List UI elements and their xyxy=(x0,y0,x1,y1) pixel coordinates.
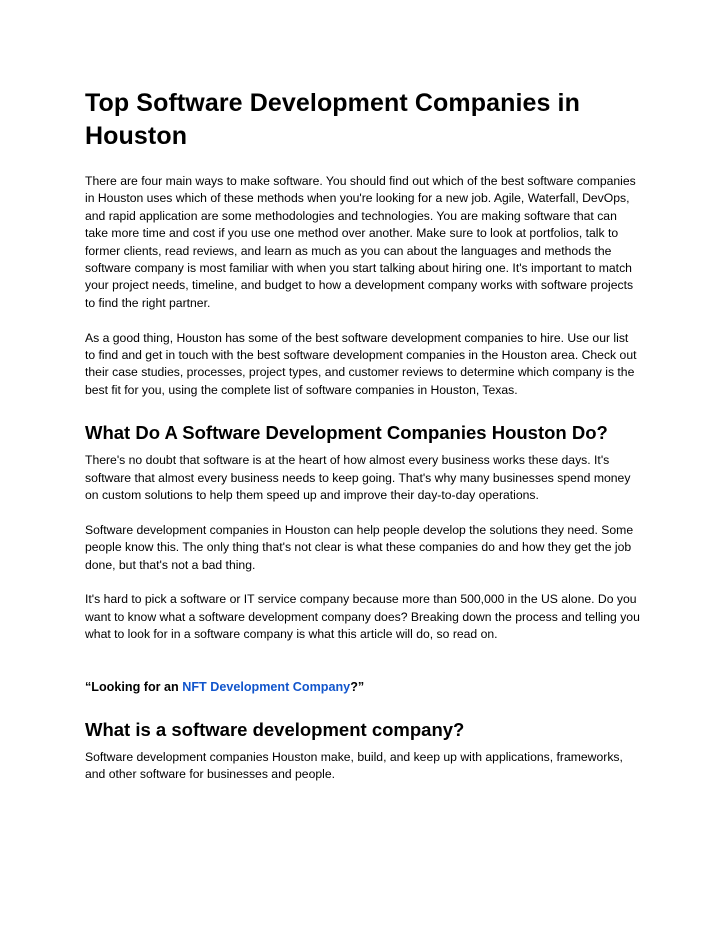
section1-paragraph-2: Software development companies in Houston can help people develop the solutions they need. Some people know this. The only thing that's not clear is what these companies do and how they get the job done, but that's not a bad thing. xyxy=(85,522,634,572)
section2-paragraph-1: Software development companies Houston make, build, and keep up with applications, frameworks, and other software for businesses and people. xyxy=(85,749,623,782)
section1-paragraph-1: There's no doubt that software is at the heart of how almost every business works these days. It's software that almost every business needs to keep going. That's why many businesses spend money on custom solutions to help them speed up and improve their day-to-day operations. xyxy=(85,453,631,503)
section-heading-what-is: What is a software development company? xyxy=(85,718,465,740)
intro-paragraph-1: There are four main ways to make software. You should find out which of the best software companies in Houston uses which of these methods when you're looking for a new job. Agile, Waterfall, DevOps, and rapid application are some methodologies and technologies. You are making software that can take more time and cost if you use one method over another. Make sure to look at portfolios, talk to former clients, read reviews, and learn as much as you can about the languages and methods the software company is most familiar with when you start talking about hiring one. It's important to match your project needs, timeline, and budget to how a development company works with software projects to find the right partner. xyxy=(85,174,636,310)
callout-line xyxy=(85,678,640,696)
nft-development-company-link[interactable]: NFT Development Company xyxy=(182,679,351,694)
section1-paragraph-3: It's hard to pick a software or IT service company because more than 500,000 in the US alone. Do you want to know what a software development company does? Breaking down the process and telling you what to look for in a software company is what this article will do, so read on. xyxy=(85,592,640,642)
callout-prefix: “Looking for an xyxy=(85,679,183,694)
page-title: Top Software Development Companies in Houston xyxy=(85,89,580,150)
intro-paragraph-2: As a good thing, Houston has some of the best software development companies to hire. Use our list to find and get in touch with the best software development companies in the Houston area. Check out their case studies, processes, project types, and customer reviews to determine which company is the best fit for you, using the complete list of software companies in Houston, Texas. xyxy=(85,330,637,397)
section-heading-what-do: What Do A Software Development Companies Houston Do? xyxy=(85,422,608,444)
callout-suffix: ?” xyxy=(350,679,365,694)
article-body xyxy=(85,87,640,784)
